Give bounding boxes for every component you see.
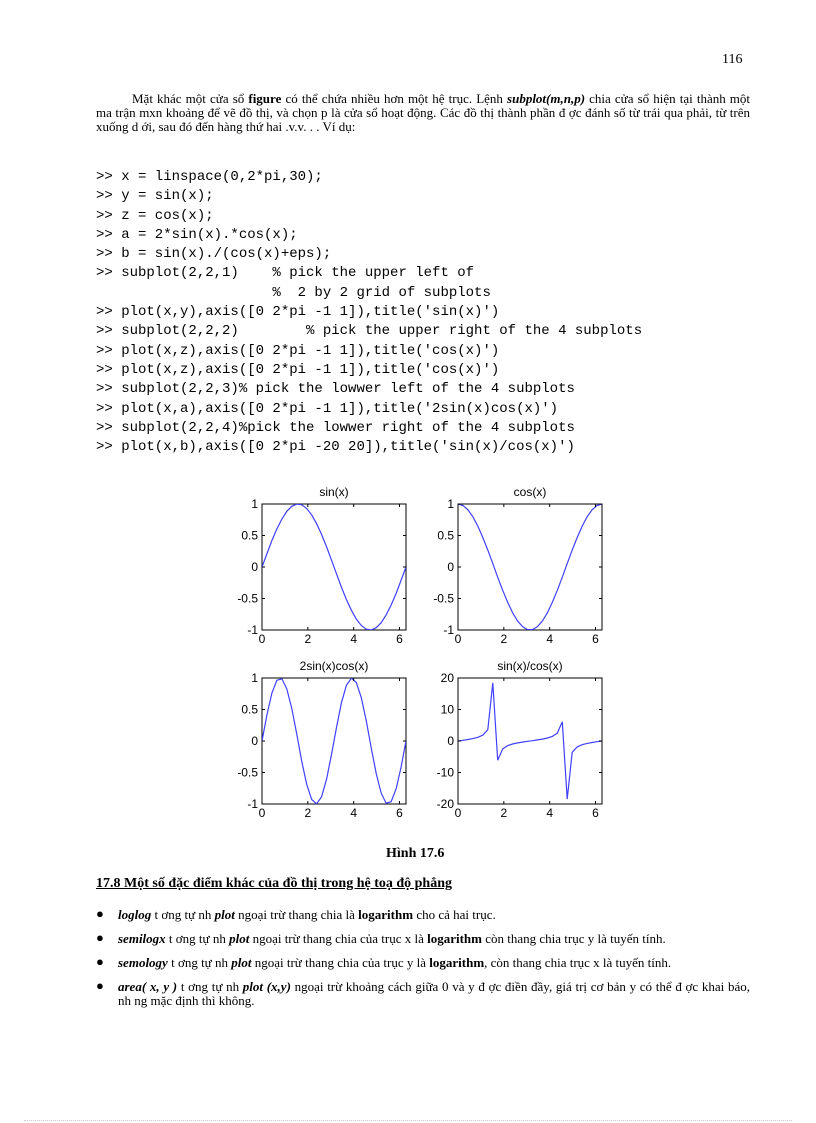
strong-term: logarithm [427, 931, 482, 946]
x-tick-label: 4 [546, 632, 554, 646]
figure-caption: Hình 17.6 [386, 846, 445, 861]
intro-text-3: chia cửa sổ hiện tại thành một ma trận mxn khoảng để vẽ đồ thị, và chọn p là cửa sổ hoạt động. Các đồ thị thành phần đ ợc đánh số từ trái qua phải, từ trên xuống d ới, sau đó đến hàng thứ hai .v.v. . . Ví dụ: [96, 91, 751, 134]
code-line: >> z = cos(x); [96, 207, 214, 224]
code-line: >> x = linspace(0,2*pi,30); [96, 169, 323, 185]
function-name: area( x, y ) [118, 979, 178, 994]
bullet-text: cho cả hai trục. [413, 907, 496, 922]
y-tick-label: 0 [447, 734, 454, 748]
plot-keyword: plot (x,y) [242, 979, 291, 994]
code-line: >> subplot(2,2,1) % pick the upper left of [96, 265, 475, 282]
bullet-text: t ơng tự nh [177, 979, 243, 994]
code-line: >> plot(x,y),axis([0 2*pi -1 1]),title('sin(x)') [96, 304, 500, 321]
plot-keyword: plot [231, 955, 252, 970]
strong-term: logarithm [429, 955, 485, 970]
subplot-title: 2sin(x)cos(x) [299, 659, 369, 673]
y-tick-label: 0 [251, 560, 258, 574]
bullet-text: t ơng tự nh [165, 931, 230, 946]
bullet-icon: ● [96, 906, 104, 921]
bullet-text: t ơng tự nh [151, 907, 215, 922]
y-tick-label: 1 [251, 497, 258, 511]
plot-keyword: plot [214, 907, 235, 922]
list-item [96, 932, 750, 946]
list-item [96, 980, 750, 1008]
subplot-title: cos(x) [513, 485, 547, 499]
y-tick-label: -1 [247, 797, 258, 811]
y-tick-label: 0.5 [437, 528, 454, 543]
intro-paragraph [96, 92, 750, 134]
bullet-icon: ● [96, 930, 104, 945]
section-heading: 17.8 Một số đặc điểm khác của đồ thị trong hệ toạ độ phẳng [96, 876, 453, 891]
footer-rule [24, 1120, 792, 1121]
axes-box [458, 504, 602, 630]
bullet-text: còn thang chia trục y là tuyến tính. [482, 931, 666, 946]
y-tick-label: -10 [436, 765, 454, 780]
subplot-title: sin(x) [319, 485, 349, 499]
intro-text-1: Mặt khác một cửa sổ [132, 91, 245, 106]
y-tick-label: 1 [447, 497, 454, 511]
y-tick-label: 0.5 [241, 528, 258, 543]
list-item [96, 908, 750, 922]
bullet-text: ngoại trừ khoảng cách giữa 0 và y đ ợc điền đầy, giá trị cơ bản y có thể đ ợc khai báo, nh ng mặc định thì không. [118, 979, 750, 1008]
y-tick-label: -1 [443, 623, 454, 637]
x-tick-label: 0 [454, 806, 462, 820]
subplot-figure [232, 476, 612, 826]
y-tick-label: -0.5 [433, 591, 454, 606]
intro-text-2: có thể chứa nhiều hơn một hệ trục. Lệnh [285, 91, 503, 106]
bullet-text: ngoại trừ thang chia của trục y là [251, 955, 430, 970]
code-line: >> plot(x,z),axis([0 2*pi -1 1]),title('cos(x)') [96, 342, 500, 359]
x-tick-label: 6 [396, 806, 403, 820]
bullet-text: t ơng tự nh [167, 955, 232, 970]
code-line: >> subplot(2,2,3)% pick the lowwer left of the 4 subplots [96, 381, 575, 398]
code-line: >> plot(x,z),axis([0 2*pi -1 1]),title('cos(x)') [96, 361, 500, 378]
y-tick-label: 20 [440, 671, 454, 685]
figure-keyword: figure [248, 91, 282, 106]
function-name: semology [118, 955, 168, 970]
y-tick-label: -0.5 [237, 591, 258, 606]
code-block [96, 168, 642, 457]
code-line: >> subplot(2,2,2) % pick the upper right of the 4 subplots [96, 323, 643, 340]
code-line: % 2 by 2 grid of subplots [96, 284, 491, 301]
x-tick-label: 4 [350, 632, 358, 646]
bullet-icon: ● [96, 954, 104, 969]
function-name: semilogx [118, 931, 166, 946]
subplot-grid [232, 476, 612, 826]
x-tick-label: 4 [546, 806, 554, 820]
strong-term: logarithm [358, 907, 414, 922]
y-tick-label: 1 [251, 671, 258, 685]
x-tick-label: 2 [304, 806, 312, 820]
code-line: >> plot(x,a),axis([0 2*pi -1 1]),title('2sin(x)cos(x)') [96, 400, 559, 417]
bullet-text: , còn thang chia trục x là tuyến tính. [484, 955, 672, 970]
code-line: >> a = 2*sin(x).*cos(x); [96, 226, 298, 243]
code-line: >> plot(x,b),axis([0 2*pi -20 20]),title('sin(x)/cos(x)') [96, 439, 575, 456]
x-tick-label: 2 [500, 806, 508, 820]
y-tick-label: 0.5 [241, 702, 258, 717]
function-name: loglog [118, 907, 152, 922]
y-tick-label: -1 [247, 623, 258, 637]
x-tick-label: 2 [500, 632, 508, 646]
y-tick-label: 10 [440, 702, 454, 717]
subplot-command: subplot(m,n,p) [507, 91, 586, 106]
subplot-title: sin(x)/cos(x) [497, 659, 563, 673]
plot-keyword: plot [229, 931, 250, 946]
x-tick-label: 6 [592, 632, 599, 646]
x-tick-label: 0 [258, 632, 266, 646]
x-tick-label: 6 [396, 632, 403, 646]
y-tick-label: -20 [436, 797, 454, 811]
y-tick-label: -0.5 [237, 765, 258, 780]
x-tick-label: 4 [350, 806, 358, 820]
page-number: 116 [722, 52, 743, 67]
x-tick-label: 6 [592, 806, 599, 820]
x-tick-label: 0 [454, 632, 462, 646]
bullet-list [96, 908, 750, 1018]
y-tick-label: 0 [447, 560, 454, 574]
y-tick-label: 0 [251, 734, 258, 748]
code-line: >> y = sin(x); [96, 188, 214, 205]
bullet-text: ngoại trừ thang chia của trục x là [249, 931, 428, 946]
x-tick-label: 2 [304, 632, 312, 646]
code-line: >> subplot(2,2,4)%pick the lowwer right of the 4 subplots [96, 419, 575, 436]
code-line: >> b = sin(x)./(cos(x)+eps); [96, 246, 332, 263]
bullet-text: ngoại trừ thang chia là [234, 907, 359, 922]
x-tick-label: 0 [258, 806, 266, 820]
bullet-icon: ● [96, 978, 104, 993]
list-item [96, 956, 750, 970]
